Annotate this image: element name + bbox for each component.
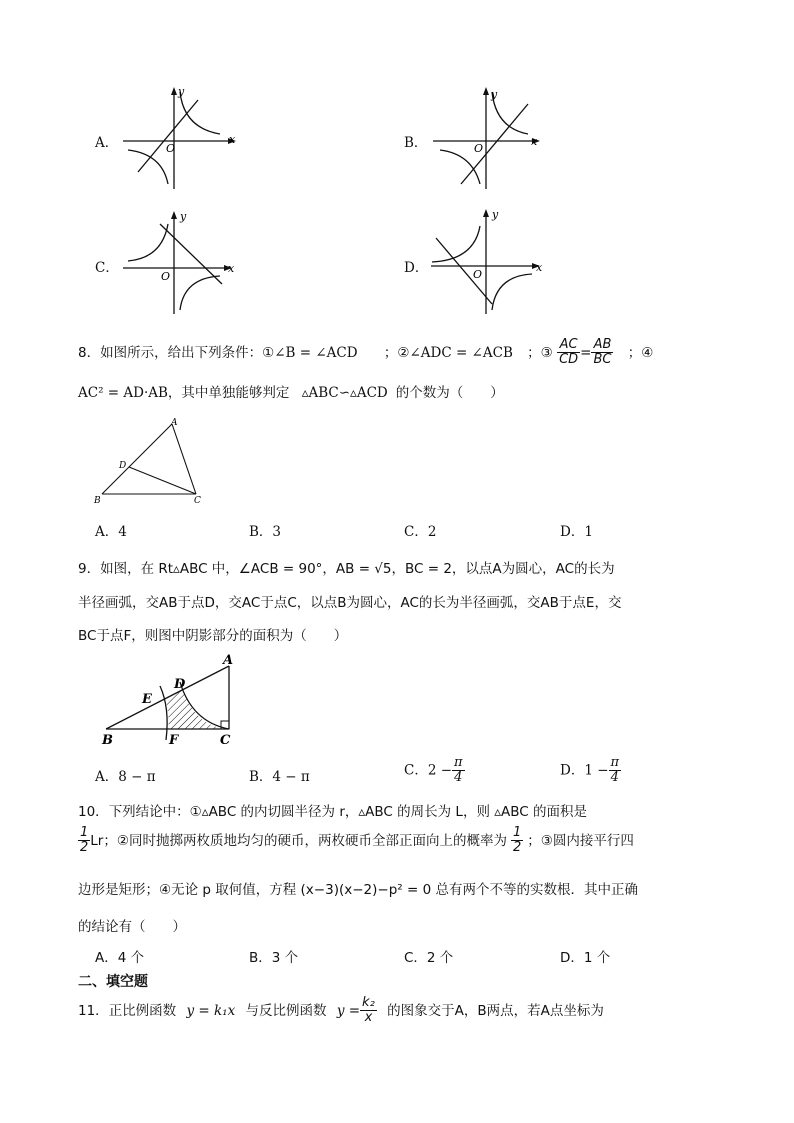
q10-option-c: C．2 个 (404, 950, 454, 966)
vertex-f-label: F (169, 733, 179, 748)
origin-label: O (473, 268, 483, 281)
q10-option-b: B．3 个 (249, 950, 299, 966)
option-a-label: A． (95, 135, 119, 151)
q11-inverse-function-prefix: y = (336, 1002, 361, 1019)
x-axis-label: x (531, 135, 538, 148)
x-axis-label: x (536, 261, 543, 274)
q8-cond1-mark: ① (262, 344, 275, 361)
vertex-d-label: D (174, 677, 186, 692)
q10-text-line2b: ；③圆内接平行四 (527, 832, 634, 849)
q10-number: 10． (78, 804, 109, 820)
q8-cond3-frac-right: $\frac{AB}{BC}$ (593, 337, 612, 368)
q10-text-line2a: Lr；②同时抛掷两枚质地均匀的硬币，两枚硬币全部正面向上的概率为 (90, 832, 507, 849)
graph-option-b (428, 84, 558, 194)
vertex-a-label: A (171, 418, 178, 428)
q11-inverse-function-frac: $\frac{\text{k₂}}{x}$ (362, 995, 375, 1026)
vertex-b-label: B (94, 496, 101, 506)
q10-option-a: A．4 个 (95, 950, 145, 966)
q8-cond4-mark: ④ (641, 344, 654, 361)
q8-option-c: C．2 (404, 524, 437, 540)
x-axis-label: x (228, 262, 235, 275)
q8-cond2-mark: ② (397, 344, 410, 361)
q11-linear-function: y = k₁x (186, 1002, 236, 1019)
q9-option-b: B．4 − π (249, 769, 310, 785)
graph-option-c (118, 206, 248, 318)
graph-option-a (118, 84, 248, 194)
section-title-fill-in: 二、填空题 (78, 974, 148, 990)
q8-line2 (78, 381, 504, 401)
vertex-e-label: E (142, 692, 152, 707)
option-c-label: C． (95, 260, 119, 276)
q8-option-d: D．1 (560, 524, 593, 540)
q11-text-a: 正比例函数 (108, 1002, 177, 1019)
vertex-c-label: C (220, 733, 231, 748)
q8-stem3: 的个数为（ ） (395, 385, 504, 401)
q9-option-d-text: D．1 − (560, 762, 609, 779)
vertex-c-label: C (194, 496, 201, 506)
origin-label: O (166, 142, 176, 155)
y-axis-label: y (492, 208, 499, 221)
q8-cond2: ∠ADC = ∠ACB (409, 344, 513, 361)
origin-label: O (474, 142, 484, 155)
q11-line1 (78, 996, 604, 1026)
q11-text-c: 的图象交于A，B两点，若A点坐标为 (387, 1002, 604, 1019)
q8-stem2: ，其中单独能够判定 (167, 385, 290, 401)
origin-label: O (161, 270, 171, 283)
q9-option-d-frac: $\frac{\pi}{4}$ (610, 755, 620, 786)
option-b-label: B． (404, 135, 428, 151)
q8-cond3-mark: ③ (540, 344, 553, 361)
q10-line2 (78, 826, 634, 856)
vertex-b-label: B (102, 733, 113, 748)
vertex-a-label: A (223, 653, 234, 668)
x-axis-label: x (229, 133, 236, 146)
q9-text-line1: 如图，在 Rt▵ABC 中，∠ACB = 90°，AB = √5，BC = 2，以点A为圆心，AC的长为 (100, 561, 615, 577)
q8-stem: 如图所示，给出下列条件： (100, 344, 263, 361)
q8-triangle-figure (88, 414, 218, 510)
q9-option-c-text: C．2 − (404, 762, 453, 779)
q9-text-line3: BC于点F，则图中阴影部分的面积为（ ） (78, 628, 348, 644)
vertex-d-label: D (119, 461, 127, 471)
q8-option-a: A．4 (95, 524, 127, 540)
q10-half-frac: $\frac{1}{2}$ (80, 825, 89, 856)
q9-shaded-figure (96, 648, 246, 748)
option-d-label: D． (404, 260, 429, 276)
q11-text-b: 与反比例函数 (245, 1002, 327, 1019)
q9-option-d (560, 756, 621, 786)
q9-option-c (404, 756, 465, 786)
q10-line1 (78, 800, 587, 820)
q10-text-line3: 边形是矩形；④无论 p 取何值，方程 (x−3)(x−2)−p² = 0 总有两个不等的实数根．其中正确 (78, 882, 638, 898)
q10-prob-frac: $\frac{1}{2}$ (512, 825, 522, 856)
graph-option-d (428, 204, 558, 318)
q8-similar: ▵ABC∽▵ACD (301, 385, 388, 401)
q9-line1 (78, 557, 615, 577)
q8-number: 8． (78, 344, 101, 361)
q10-text-line1: 下列结论中：①▵ABC 的内切圆半径为 r，▵ABC 的周长为 L，则 ▵ABC 的面积是 (108, 804, 587, 820)
q9-option-a: A．8 − π (95, 769, 156, 785)
y-axis-label: y (178, 85, 185, 98)
q11-number: 11． (78, 1002, 109, 1019)
q9-number: 9． (78, 561, 101, 577)
y-axis-label: y (180, 210, 187, 223)
q8-cond3-frac-left: $\frac{AC}{CD}$ (559, 337, 579, 368)
q9-option-c-frac: $\frac{\pi}{4}$ (454, 755, 463, 786)
y-axis-label: y (491, 88, 498, 101)
q10-option-d: D．1 个 (560, 950, 611, 966)
q10-text-line4: 的结论有（ ） (78, 919, 186, 935)
q8-option-b: B．3 (249, 524, 282, 540)
q8-cond4: AC² = AD·AB (78, 385, 168, 401)
q8-cond1: ∠B = ∠ACD (274, 344, 358, 361)
q8-line1: 8．如图所示，给出下列条件：①∠B = ∠ACD ；②∠ADC = ∠ACB ；③ $\frac{AC}{CD}$ = $\frac{AB}{BC}$ ；④ (78, 337, 654, 368)
q9-text-line2: 半径画弧，交AB于点D，交AC于点C，以点B为圆心，AC的长为半径画弧，交AB于点E，交 (78, 595, 622, 611)
